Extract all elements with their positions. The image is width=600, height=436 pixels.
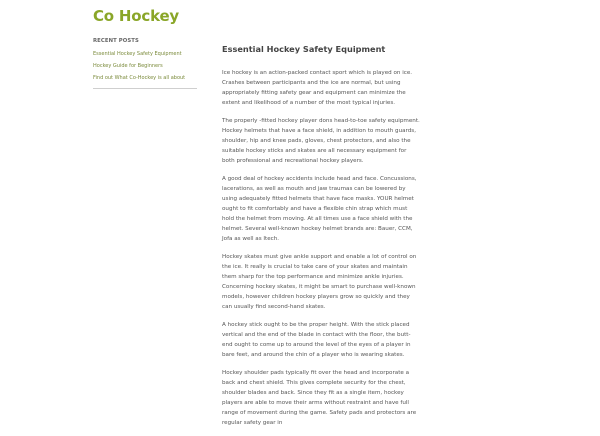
recent-post-link[interactable]: Find out What Co-Hockey is all about — [93, 75, 186, 81]
sidebar — [93, 38, 198, 89]
post-paragraph: A hockey stick ought to be the proper height. With the stick placed vertical and the end of the blade in contact with the floor, the butt-end ought to come up to around the level of the eyes of a player in bare feet, and around the chin of a player who is wearing skates. — [222, 322, 411, 358]
sidebar-divider — [93, 88, 197, 89]
post-paragraph: Ice hockey is an action-packed contact sport which is played on ice. Crashes between participants and the ice are normal, but using appropriately fitting safety gear and equipment can minimize the extent and likelihood of a number of the most typical injuries. — [222, 70, 413, 106]
recent-posts-list — [93, 48, 198, 84]
recent-post-link[interactable]: Essential Hockey Safety Equipment — [93, 51, 182, 57]
recent-posts-heading: RECENT POSTS — [93, 38, 139, 44]
post-paragraph: A good deal of hockey accidents include head and face. Concussions, lacerations, as well as mouth and jaw traumas can be lowered by using adequately fitted helmets that have face masks. YOUR helmet ought to fit comfortably and have a flexible chin strap which must hold the helmet from moving. At all times use a face shield with the helmet. Several well-known hockey helmet brands are: Bauer, CCM, Jofa as well as Itech. — [222, 176, 417, 242]
post-paragraph: The properly -fitted hockey player dons head-to-toe safety equipment. Hockey helmets that have a face shield, in addition to mouth guards, shoulder, hip and knee pads, gloves, chest protectors, and also the suitable hockey sticks and skates are all necessary equipment for both professional and recreational hockey players. — [222, 118, 420, 164]
site-title-link[interactable]: Co Hockey — [93, 7, 180, 25]
main-content — [222, 44, 420, 436]
post-title[interactable]: Essential Hockey Safety Equipment — [222, 44, 386, 54]
post-paragraph: Hockey shoulder pads typically fit over the head and incorporate a back and chest shield. This gives complete security for the chest, shoulder blades and back. Since they fit as a single item, hockey players are able to move their arms without restraint and have full range of movement during the game. Safety pads and protectors are regular safety gear in — [222, 370, 417, 426]
post-body — [222, 68, 420, 428]
recent-post-link[interactable]: Hockey Guide for Beginners — [93, 63, 163, 69]
post-paragraph: Hockey skates must give ankle support and enable a lot of control on the ice. It really is crucial to take care of your skates and maintain them sharp for the top performance and minimize ankle injuries. Concerning hockey skates, it might be smart to purchase well-known models, however children hockey players grow so quickly and they can usually find second-hand skates. — [222, 254, 417, 310]
